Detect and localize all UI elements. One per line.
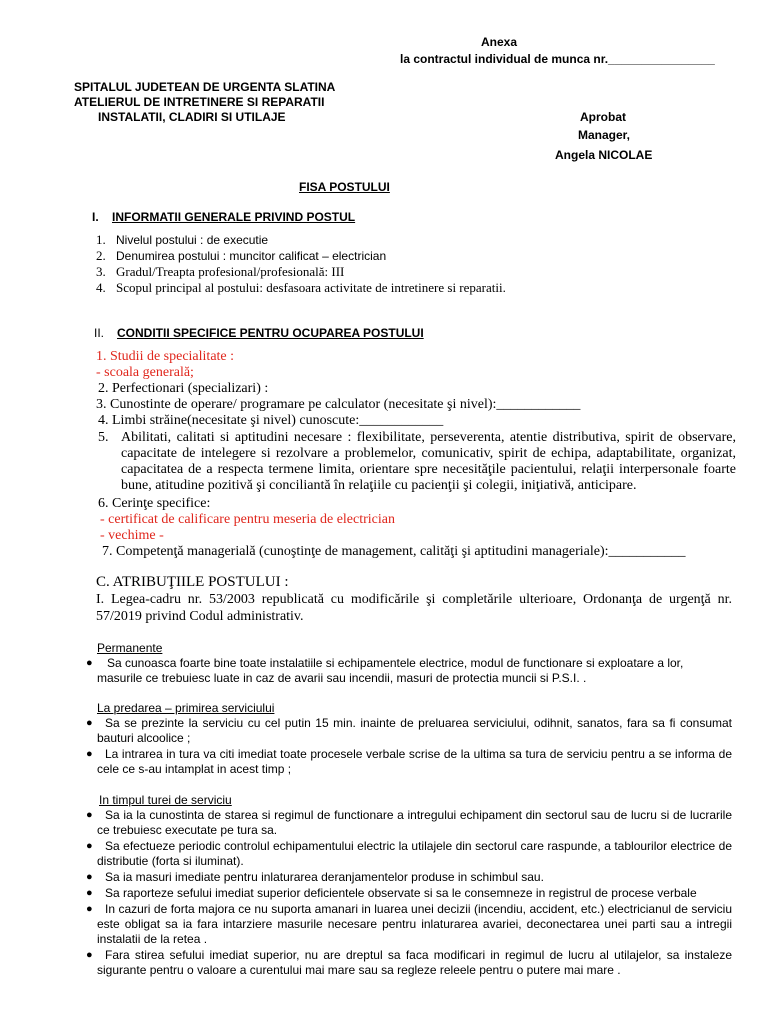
section-2-number: II. bbox=[94, 326, 105, 340]
bullet-icon: ● bbox=[86, 903, 93, 915]
org-line-2: ATELIERUL DE INTRETINERE SI REPARATII bbox=[74, 95, 325, 109]
section-3-law: I. Legea-cadru nr. 53/2003 republicată cu modificările şi completările ulterioare, Ordonanţa de urgenţă nr. 57/2019 privind Codul administrativ. bbox=[96, 592, 732, 624]
list-item: ● Sa raporteze sefului imediat superior deficientele observate si sa le consemneze in registrul de procese verbale bbox=[86, 886, 697, 900]
abilities-text: Abilitati, calitati si aptitudini necesare : flexibilitate, perseverenta, atentie distributiva, spirit de observare, capacitate de intelegere si rezolvare a problemelor, comunicativ, spirit de echipa, adaptabilitate, organizat, capacitatea de a respecta termene limita, orientare spre necesităţile pacientului, relaţii interpersonale foarte bune, atitudine pozitivă şi conciliantă în relaţiile cu pacienţii şi colegii, iniţiativă, anticipare. bbox=[121, 430, 736, 493]
section-2-title: CONDITII SPECIFICE PENTRU OCUPAREA POSTULUI bbox=[117, 326, 424, 340]
training-label: 2. Perfectionari (specializari) : bbox=[98, 381, 269, 396]
list-item-text: Scopul principal al postului: desfasoara activitate de intretinere si reparatii. bbox=[116, 280, 506, 295]
section-3-title: C. ATRIBUŢIILE POSTULUI : bbox=[96, 574, 289, 590]
annex-contract: la contractul individual de munca nr.________________ bbox=[400, 52, 715, 66]
list-item: ● Sa efectueze periodic controlul echipamentului electric la utilajele din sectorul care raspunde, a tablourilor electrice de distributie (forta si iluminat). bbox=[86, 839, 732, 868]
list-item: ● Sa cunoasca foarte bine toate instalatiile si echipamentele electrice, modul de functionare si exploatare a lor, masurile ce trebuiesc luate in caz de avarii sau incendii, masuri de protectia muncii si P.S.I. . bbox=[86, 656, 684, 685]
org-line-1: SPITALUL JUDETEAN DE URGENTA SLATINA bbox=[74, 80, 336, 94]
list-item-number: 4. bbox=[96, 280, 106, 295]
abilities-block bbox=[98, 430, 736, 494]
list-item: ● Fara stirea sefului imediat superior, nu are dreptul sa faca modificari in regimul de lucru al utilajelor, sa instaleze sigurante pentru o valoare a curentului mai mare sau sa regleze releele pentru o putere mai mare . bbox=[86, 948, 732, 977]
list-item-text: Gradul/Treapta profesional/profesională: III bbox=[116, 264, 345, 279]
list-item-number: 2. bbox=[96, 248, 106, 263]
list-item bbox=[96, 280, 736, 296]
studies-value: - scoala generală; bbox=[96, 365, 194, 380]
bullet-icon: ● bbox=[86, 748, 93, 760]
list-item-text: Denumirea postului : muncitor calificat – electrician bbox=[116, 249, 387, 263]
handover-title: La predarea – primirea serviciului bbox=[97, 701, 275, 715]
list-item-number: 3. bbox=[96, 264, 106, 279]
section-1-title: INFORMATII GENERALE PRIVIND POSTUL bbox=[112, 210, 356, 224]
approval-approved: Aprobat bbox=[580, 110, 626, 124]
bullet-icon: ● bbox=[86, 840, 93, 852]
annex-title: Anexa bbox=[481, 35, 518, 49]
specific-certificate: - certificat de calificare pentru meseria de electrician bbox=[100, 512, 395, 527]
specific-seniority: - vechime - bbox=[100, 528, 164, 543]
bullet-icon: ● bbox=[86, 657, 93, 669]
bullet-icon: ● bbox=[86, 717, 93, 729]
studies-label: 1. Studii de specialitate : bbox=[96, 349, 235, 364]
list-item: ● Sa se prezinte la serviciu cu cel putin 15 min. inainte de preluarea serviciului, odihnit, sanatos, fara sa fi consumat bauturi alcoolice ; bbox=[86, 716, 732, 745]
approval-name: Angela NICOLAE bbox=[555, 148, 653, 162]
computer-skills: 3. Cunostinte de operare/ programare pe calculator (necesitate şi nivel):____________ bbox=[96, 397, 581, 412]
foreign-languages: 4. Limbi străine(necesitate şi nivel) cunoscute:____________ bbox=[98, 413, 444, 428]
list-item: ● Sa ia masuri imediate pentru inlaturarea deranjamentelor produse in schimbul sau. bbox=[86, 870, 544, 884]
approval-role: Manager, bbox=[578, 128, 631, 142]
list-item bbox=[96, 248, 736, 264]
abilities-number: 5. bbox=[98, 430, 109, 445]
managerial-competence: 7. Competenţă managerială (cunoştinţe de management, calităţi şi aptitudini manageriale):___________ bbox=[102, 544, 686, 559]
bullet-icon: ● bbox=[86, 949, 93, 961]
list-item: ● Sa ia la cunostinta de starea si regimul de functionare a intregului echipament din sectorul sau de lucru si de lucrarile ce trebuiesc executate pe tura sa. bbox=[86, 808, 732, 837]
bullet-icon: ● bbox=[86, 887, 93, 899]
permanent-list bbox=[86, 656, 732, 686]
section-1-list bbox=[96, 232, 736, 296]
shift-list bbox=[86, 808, 732, 978]
list-item: ● In cazuri de forta majora ce nu suporta amanari in luarea unei decizii (incendiu, accident, etc.) electricianul de serviciu este obligat sa ia fara intarziere masurile necesare pentru inlaturarea avariei, deconectarea unei parti sau a intregii instalatii de la retea . bbox=[86, 902, 732, 946]
list-item-text: Nivelul postului : de executie bbox=[116, 233, 269, 247]
permanent-title: Permanente bbox=[97, 641, 163, 655]
bullet-icon: ● bbox=[86, 871, 93, 883]
list-item bbox=[96, 232, 736, 248]
document-title: FISA POSTULUI bbox=[299, 180, 390, 194]
list-item bbox=[96, 264, 736, 280]
specific-requirements: 6. Cerinţe specifice: bbox=[98, 496, 211, 511]
bullet-icon: ● bbox=[86, 809, 93, 821]
shift-title: In timpul turei de serviciu bbox=[99, 793, 232, 807]
org-line-3: INSTALATII, CLADIRI SI UTILAJE bbox=[98, 110, 286, 124]
list-item: ● La intrarea in tura va citi imediat toate procesele verbale scrise de la ultima sa tura de serviciu pentru a se informa de cele ce s-au intamplat in acest timp ; bbox=[86, 747, 732, 776]
handover-list bbox=[86, 716, 732, 777]
section-1-number: I. bbox=[92, 210, 99, 224]
list-item-number: 1. bbox=[96, 232, 106, 247]
